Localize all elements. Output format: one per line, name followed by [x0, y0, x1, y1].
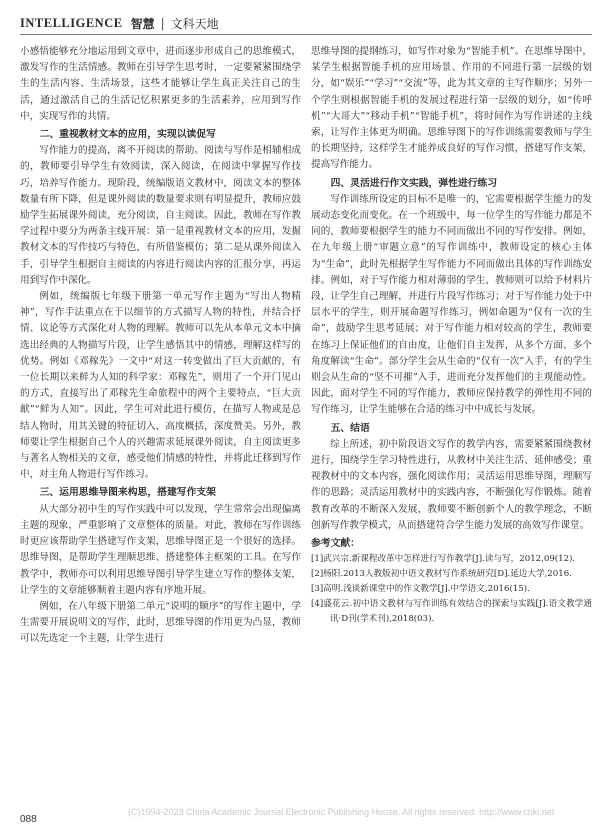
- left-column: [20, 44, 301, 648]
- section-heading: 二、重视教材文本的应用，实现以读促写: [39, 129, 216, 141]
- section-heading: 四、灵活进行作文实践，弹性进行练习: [330, 177, 498, 189]
- paragraph: 从大部分初中生的写作实践中可以发现，学生常常会出现偏离主题的现象，严重影响了文章整体的质量。对此，教师在写作训练时更应该帮助学生搭建写作支架，思维导图正是一个很好的选择。思维导图，是帮助学生理顺思维、搭建整体主框架的工具。在写作教学中，教师亦可以利用思维导图引导学生建立写作的整体支架，让学生的文章能够顺着主题内容有序地开展。: [20, 503, 301, 596]
- paragraph: 例如，统编版七年级下册第一单元写作主题为“写出人物精神”，写作手法重点在于以细节的方式描写人物的特性，并结合抒情、议论等方式深化对人物的理解。教师可以先从本单元文本中摘选出经典的人物描写片段，让学生感悟其中的情感，理解这样写的优势。例如《邓稼先》一文中“对这一转变做出了巨大贡献的，有一位长期以来鲜为人知的科学家：邓稼先”，则用了一个开门见山的方式，直接写出了邓稼先生命旅程中的两个主要特点，“巨大贡献”“鲜为人知”。因此，学生可对此进行模仿，在描写人物或是总结人物时，用其关键的特征切入，高度概括，深度赞美。另外，教师要让学生根据自己个人的兴趣需求延展课外阅读，自主阅读更多与著名人物相关的文章，感受他们情感的特性，并将此迁移到写作中，对主角人物进行写作练习。: [20, 291, 301, 481]
- paragraph: 思维导图的提纲练习，如写作对象为“智能手机”。在思维导图中，某学生根据智能手机的应用场景、作用的不同进行第一层级的划分，如“娱乐”“学习”“交流”等，此为其文章的主写作顺序；另外一个学生则根据智能手机的发展过程进行第一层级的划分，如“传呼机”“大哥大”“移动手机”“智能手机”，将时间作为写作讲述的主线索，让写作主体更为明确。思维导图下的写作训练需要教师与学生的长期坚持，这样学生才能养成良好的写作习惯，搭建写作支架，提高写作能力。: [311, 46, 592, 171]
- header-separator: |: [160, 16, 165, 30]
- paragraph: 小感悟能够充分地运用到文章中，进而逐步形成自己的思维模式，激发写作的生活情感。教师在引导学生思考时，一定要紧紧围绕学生的生活内容、生活场景，这些才能够让学生真正关注自己的生活，通过激活自己的生活记忆积累更多的生活素养，应用到写作中，实现写作的共情。: [20, 46, 301, 122]
- reference-item: [1]武兴宗.新课程改革中怎样进行写作教学[J].读与写，2012,09(12).: [311, 554, 576, 565]
- paragraph: 写作能力的提高，离不开阅读的帮助。阅读与写作是相辅相成的，教师要引导学生有效阅读，深入阅读，在阅读中掌握写作技巧，培养写作能力。现阶段，统编版语文教材中，阅读文本的整体数量有所下降，但是课外阅读的数量要求则有明显提升，教师应鼓励学生拓展课外阅读，充分阅读，自主阅读。因此，教师在写作教学过程中要分为两条主线开展：第一是重视教材文本的应用，发掘教材文本的写作技巧与特色，有所借鉴模仿；第二是从课外阅读入手，引导学生根据自主阅读的内容进行阅读内容的汇报分享，再运用到写作中深化。: [20, 145, 301, 286]
- paragraph: 例如，在八年级下册第二单元“说明的顺序”的写作主题中，学生需要开展说明文的写作，此时，思维导图的作用更为凸显，教师可以先选定一个主题，让学生进行: [20, 600, 301, 645]
- right-column: [311, 44, 592, 627]
- references-list: [311, 552, 592, 627]
- section-heading: 五、结语: [330, 422, 370, 434]
- section-heading: 三、运用思维导图来构思，搭建写作支架: [39, 487, 216, 499]
- cnki-watermark: (C)1994-2023 China Academic Journal Electronic Publishing House. All rights reserved. http://www.cnki.net: [128, 807, 555, 817]
- paragraph: 写作训练所设定的目标不是唯一的，它需要根据学生能力的发展动态变化而变化。在一个班级中，每一位学生的写作能力都是不同的，教师要根据学生的能力不同而做出不同的写作安排。例如，在九年级上册“审题立意”的写作训练中，教师设定的核心主体为“生命”，此时先根据学生写作能力不同而做出具体的写作训练安排。例如，对于写作能力相对薄弱的学生，教师则可以给予材料片段，让学生自己理解，并进行片段写作练习；对于写作能力处于中层水平的学生，则开展命题写作练习，例如命题为“仅有一次的生命”，鼓励学生思考延展；对于写作能力相对较高的学生，教师要在练习上保证他们的自由度，让他们自主发挥，从多个方面、多个角度解读“生命”。部分学生会从生命的“仅有一次”入手，有的学生则会从生命的“坚不可摧”入手，进而充分发挥他们的主观能动性。因此，面对学生不同的写作能力，教师应保持教学的弹性用不同的写作练习，让学生能够在合适的练习中中成长与发展。: [311, 193, 592, 416]
- paragraph: 综上所述，初中阶段语文写作的教学内容，需要紧紧围绕教材进行，围绕学生学习特性进行，从教材中关注生活、延伸感受；重视教材中的文本内容，强化阅读作用；灵活运用思维导图，理顺写作的思路；灵活运用教材中的实践内容，不断强化写作锻炼。随着教育改革的不断深入发展，教师要不断创新个人的教学理念，不断创新写作教学模式，从而搭建符合学生能力发展的高效写作课堂。: [311, 438, 592, 531]
- header-column-name: 文科天地: [170, 16, 219, 31]
- reference-item: [4]盛花云.初中语文教材与写作训练有效结合的探索与实践[J].语文教学通讯·D刊(学术刊),2018(03).: [311, 599, 592, 625]
- header-rule: [20, 34, 592, 35]
- header-title-en: INTELLIGENCE: [20, 15, 123, 30]
- references-title: 参考文献：: [311, 538, 360, 550]
- page-number: 088: [20, 814, 37, 825]
- reference-item: [2]杨阳.2013人教版初中语文教材写作系统研究[D].延边大学,2016.: [311, 569, 572, 580]
- header-title-cn: 智慧: [130, 16, 155, 31]
- page-header: [20, 14, 592, 32]
- reference-item: [3]高明.浅谈新课堂中的作文教学[J].中学语文,2016(15).: [311, 584, 530, 595]
